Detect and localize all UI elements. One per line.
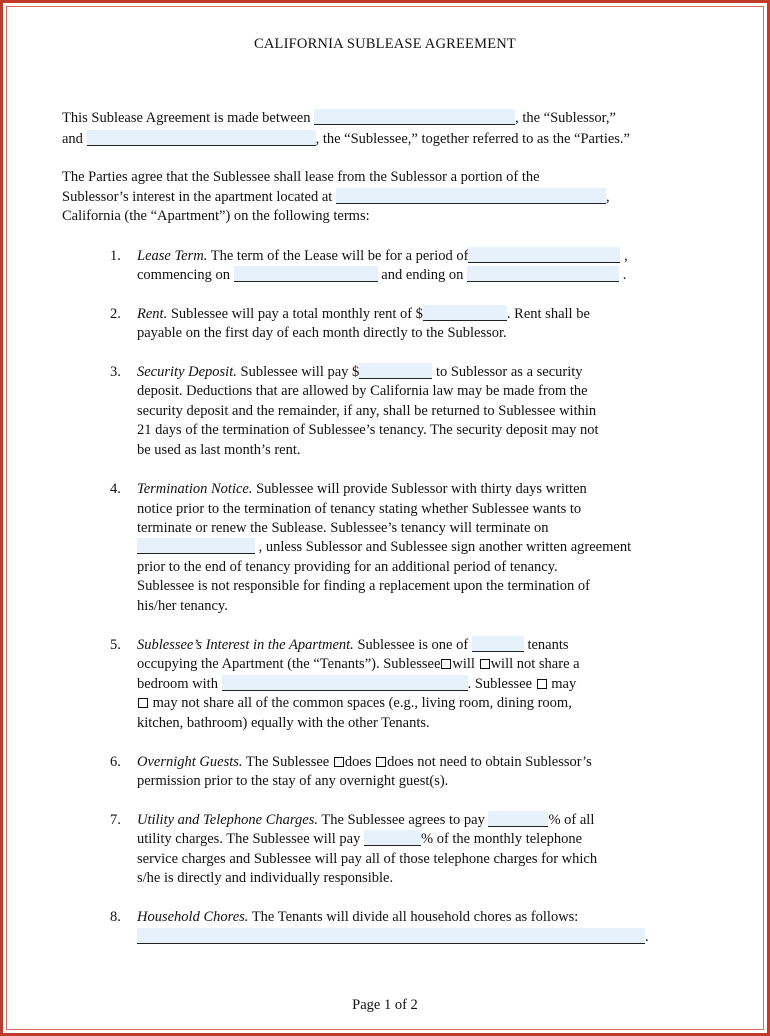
section-number: 8. xyxy=(110,909,121,925)
apartment-address-field[interactable] xyxy=(336,188,606,204)
section-number: 6. xyxy=(110,754,121,770)
section-heading: Security Deposit. xyxy=(137,364,237,380)
intro-text: , the “Sublessor,” xyxy=(515,110,616,126)
parties-line-3: California (the “Apartment”) on the following terms: xyxy=(62,208,370,224)
termination-line-1 xyxy=(137,480,587,499)
utility-line-4: s/he is directly and individually responsible. xyxy=(137,870,394,886)
termination-line-4 xyxy=(137,538,631,557)
bedroom-share-name-field[interactable] xyxy=(222,675,468,691)
section-text: The Sublessee xyxy=(245,754,330,770)
guests-does-checkbox[interactable] xyxy=(334,757,344,767)
section-text: Sublessee will pay a total monthly rent of $ xyxy=(170,306,423,322)
interest-line-3 xyxy=(137,675,576,694)
may-share-common-checkbox[interactable] xyxy=(537,679,547,689)
parties-line-2 xyxy=(62,188,610,207)
deposit-line-5: be used as last month’s rent. xyxy=(137,442,301,458)
termination-line-6: Sublessee is not responsible for finding a replacement upon the termination of xyxy=(137,578,591,594)
interest-line-5: kitchen, bathroom) equally with the other Tenants. xyxy=(137,715,430,731)
section-number: 4. xyxy=(110,481,121,497)
utility-percent-field[interactable] xyxy=(488,811,548,827)
section-text: , xyxy=(624,248,628,264)
section-text: tenants xyxy=(527,637,569,653)
section-text: will not share a xyxy=(490,656,580,672)
section-heading: Overnight Guests. xyxy=(137,754,243,770)
section-text: occupying the Apartment (the “Tenants”). Sublessee xyxy=(137,656,441,672)
section-text: commencing on xyxy=(137,267,231,283)
interest-line-4 xyxy=(137,694,572,713)
security-deposit-field[interactable] xyxy=(359,363,432,379)
tenant-count-field[interactable] xyxy=(472,636,524,652)
section-heading: Termination Notice. xyxy=(137,481,253,497)
section-text: Sublessee will provide Sublessor with thirty days written xyxy=(256,481,587,497)
will-not-share-bedroom-checkbox[interactable] xyxy=(480,659,490,669)
section-text: does xyxy=(344,754,372,770)
monthly-rent-field[interactable] xyxy=(423,305,507,321)
utility-line-2 xyxy=(137,830,582,849)
section-text: may not share all of the common spaces (e.g., living room, dining room, xyxy=(152,695,572,711)
will-share-bedroom-checkbox[interactable] xyxy=(441,659,451,669)
guests-line-2: permission prior to the stay of any overnight guest(s). xyxy=(137,773,449,789)
page-number: Page 1 of 2 xyxy=(352,997,418,1013)
may-not-share-common-checkbox[interactable] xyxy=(138,698,148,708)
deposit-line-4: 21 days of the termination of Sublessee’s tenancy. The security deposit may not xyxy=(137,422,599,438)
guests-does-not-checkbox[interactable] xyxy=(376,757,386,767)
section-text: % of the monthly telephone xyxy=(421,831,583,847)
section-number: 7. xyxy=(110,812,121,828)
lease-term-line-1 xyxy=(137,247,628,266)
section-text: does not need to obtain Sublessor’s xyxy=(387,754,592,770)
termination-line-5: prior to the end of tenancy providing for an additional period of tenancy. xyxy=(137,559,558,575)
guests-line-1 xyxy=(137,753,592,772)
section-number: 5. xyxy=(110,637,121,653)
section-text: The term of the Lease will be for a period of xyxy=(210,248,469,264)
sublessor-name-field[interactable] xyxy=(314,109,515,125)
section-number: 1. xyxy=(110,248,121,264)
utility-line-1 xyxy=(137,811,594,830)
lease-term-line-2 xyxy=(137,266,626,285)
termination-line-3: terminate or renew the Sublease. Sublessee’s tenancy will terminate on xyxy=(137,520,549,536)
section-heading: Rent. xyxy=(137,306,168,322)
termination-line-7: his/her tenancy. xyxy=(137,598,228,614)
section-text: may xyxy=(551,676,577,692)
lease-start-date-field[interactable] xyxy=(234,266,378,282)
parties-text: , xyxy=(605,189,610,205)
section-heading: Sublessee’s Interest in the Apartment. xyxy=(137,637,354,653)
rent-line-1 xyxy=(137,305,590,324)
section-text: utility charges. The Sublessee will pay xyxy=(137,831,361,847)
termination-line-2: notice prior to the termination of tenancy stating whether Sublessee wants to xyxy=(137,501,582,517)
deposit-line-3: security deposit and the remainder, if any, shall be returned to Sublessee within xyxy=(137,403,597,419)
intro-text: and xyxy=(62,131,83,147)
deposit-line-1 xyxy=(137,363,583,382)
intro-line-1 xyxy=(62,109,616,128)
utility-line-3: service charges and Sublessee will pay all of those telephone charges for which xyxy=(137,851,598,867)
section-heading: Utility and Telephone Charges. xyxy=(137,812,318,828)
parties-line-1: The Parties agree that the Sublessee shall lease from the Sublessor a portion of the xyxy=(62,169,540,185)
section-text: to Sublessor as a security xyxy=(435,364,583,380)
telephone-percent-field[interactable] xyxy=(364,830,421,846)
intro-line-2 xyxy=(62,130,630,149)
interest-line-1 xyxy=(137,636,569,655)
lease-period-field[interactable] xyxy=(468,247,620,263)
chores-line-1 xyxy=(137,908,578,927)
section-text: . Sublessee xyxy=(467,676,533,692)
termination-date-field[interactable] xyxy=(137,538,255,554)
section-text: The Tenants will divide all household chores as follows: xyxy=(251,909,579,925)
section-text: , unless Sublessor and Sublessee sign another written agreement xyxy=(258,539,632,555)
intro-text: , the “Sublessee,” together referred to as the “Parties.” xyxy=(315,131,630,147)
section-text: % of all xyxy=(548,812,595,828)
section-text: . xyxy=(645,929,649,945)
section-text: The Sublessee agrees to pay xyxy=(321,812,485,828)
section-text: bedroom with xyxy=(137,676,218,692)
document-title: CALIFORNIA SUBLEASE AGREEMENT xyxy=(254,36,516,52)
section-text: and ending on xyxy=(381,267,464,283)
section-text: . xyxy=(622,267,627,283)
section-heading: Household Chores. xyxy=(137,909,249,925)
deposit-line-2: deposit. Deductions that are allowed by California law may be made from the xyxy=(137,383,588,399)
intro-text: This Sublease Agreement is made between xyxy=(62,110,311,126)
chores-line-2 xyxy=(137,928,649,947)
section-text: Sublessee will pay $ xyxy=(240,364,360,380)
section-text: . Rent shall be xyxy=(506,306,590,322)
section-text: will xyxy=(452,656,475,672)
interest-line-2 xyxy=(137,655,580,674)
section-text: Sublessee is one of xyxy=(357,637,469,653)
parties-text: Sublessor’s interest in the apartment located at xyxy=(62,189,333,205)
section-number: 3. xyxy=(110,364,121,380)
sublessee-name-field[interactable] xyxy=(87,130,316,146)
section-heading: Lease Term. xyxy=(137,248,208,264)
section-number: 2. xyxy=(110,306,121,322)
lease-end-date-field[interactable] xyxy=(467,266,619,282)
chores-description-field[interactable] xyxy=(137,928,645,944)
rent-line-2: payable on the first day of each month directly to the Sublessor. xyxy=(137,325,507,341)
